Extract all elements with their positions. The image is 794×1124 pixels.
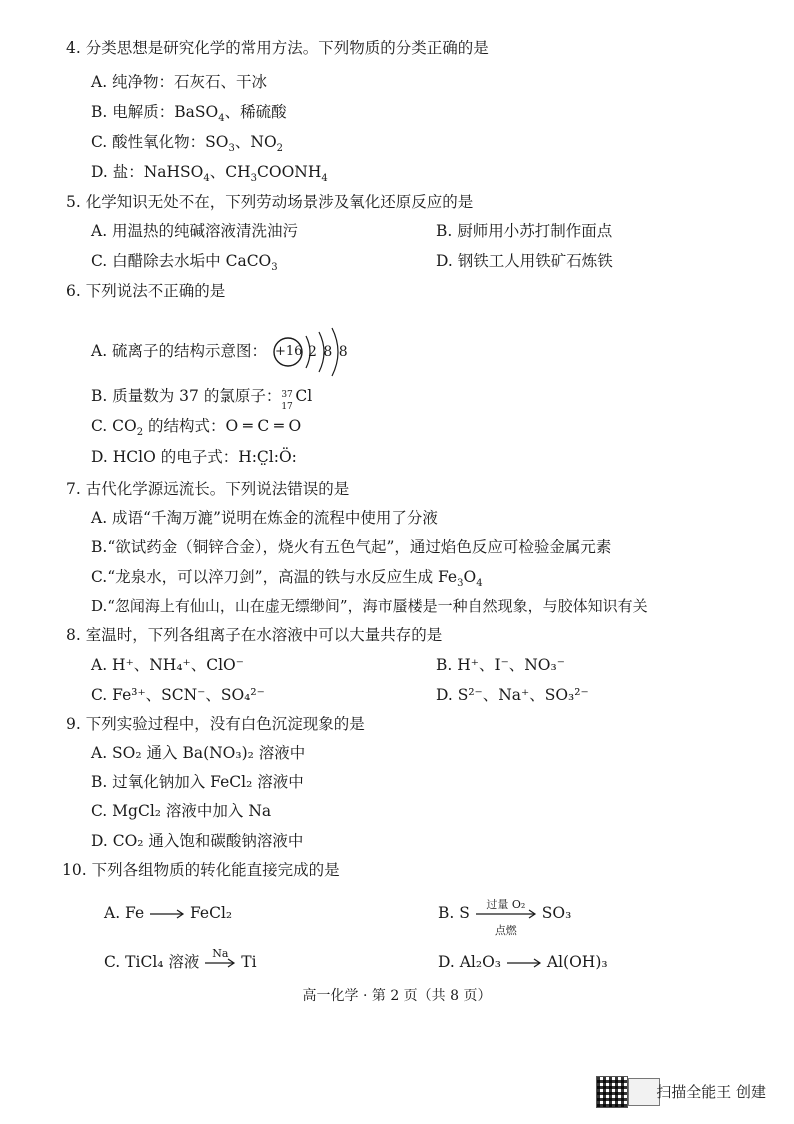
q9-option-a: A. SO₂ 通入 Ba(NO₃)₂ 溶液中 [91,744,306,762]
q10-stem: 10. 下列各组物质的转化能直接完成的是 [62,861,340,879]
q6-option-d: D. HClO 的电子式：H:C̤l:Ö: [91,448,297,466]
q10-option-a: A. Fe FeCl₂ [104,904,233,922]
q6-option-c: C. $CO_2$ 的结构式：O ═ C ═ O [91,417,302,438]
q5-option-d: D. 钢铁工人用铁矿石炼铁 [436,252,613,270]
q8-option-b: B. H⁺、I⁻、NO₃⁻ [436,656,565,674]
reaction-arrow [149,909,185,919]
q5-option-a: A. 用温热的纯碱溶液清洗油污 [91,222,299,240]
page-footer: 高一化学 · 第 2 页（共 8 页） [302,988,492,1004]
q8-option-d: D. S²⁻、Na⁺、SO₃²⁻ [436,686,589,704]
q7-option-a: A. 成语“千淘万漉”说明在炼金的流程中使用了分液 [91,509,438,527]
q10-option-d: D. Al₂O₃ Al(OH)₃ [438,953,608,971]
q10-option-b: B. S 过量 O₂ 点燃 SO₃ [438,898,572,937]
q5-option-c: C. 白醋除去水垢中 CaCO$_3$ [91,252,278,273]
q10-option-c: C. TiCl₄ 溶液 Na Ti [104,947,257,971]
q9-option-c: C. MgCl₂ 溶液中加入 Na [91,802,272,820]
q6-option-b: B. 质量数为 37 的氯原子： 37 17 Cl [91,387,313,412]
q4-option-b: B. 电解质：BaSO$_4$、稀硫酸 [91,103,287,124]
q5-stem: 5. 化学知识无处不在，下列劳动场景涉及氧化还原反应的是 [66,193,474,211]
q9-option-d: D. CO₂ 通入饱和碳酸钠溶液中 [91,832,304,850]
q4-option-d: D. 盐：NaHSO$_4$、$CH_3COONH_4$ [91,163,328,184]
reaction-arrow-with-conditions: 过量 O₂ 点燃 [475,909,537,919]
q9-stem: 9. 下列实验过程中，没有白色沉淀现象的是 [66,715,365,733]
q8-option-a: A. H⁺、NH₄⁺、ClO⁻ [91,656,244,674]
scanner-logo-icon [628,1078,660,1106]
q8-option-c: C. Fe³⁺、SCN⁻、SO₄²⁻ [91,686,265,704]
q6-option-a: A. 硫离子的结构示意图： +16 2 8 8 [91,332,362,372]
q4-stem: 4. 分类思想是研究化学的常用方法。下列物质的分类正确的是 [66,39,489,57]
scanner-watermark: 扫描全能王 创建 [656,1083,766,1101]
nucleus-charge: +16 [275,344,303,359]
q7-option-b: B.“欲试药金（铜锌合金），烧火有五色气起”，通过焰色反应可检验金属元素 [91,538,612,556]
q4-option-a: A. 纯净物：石灰石、干冰 [91,73,268,91]
q7-stem: 7. 古代化学源远流长。下列说法错误的是 [66,480,350,498]
reaction-arrow-with-reagent: Na [204,958,236,968]
qr-code-icon [596,1076,628,1108]
q7-option-c: C.“龙泉水，可以淬刀剑”，高温的铁与水反应生成 $Fe_3O_4$ [91,568,483,589]
q9-option-b: B. 过氧化钠加入 FeCl₂ 溶液中 [91,773,304,791]
sulfide-ion-structure-diagram [272,332,362,372]
reaction-arrow [506,958,542,968]
shell-electrons: 2 8 8 [308,344,349,360]
q6-stem: 6. 下列说法不正确的是 [66,282,226,300]
q8-stem: 8. 室温时，下列各组离子在水溶液中可以大量共存的是 [66,626,443,644]
q5-option-b: B. 厨师用小苏打制作面点 [436,222,613,240]
q7-option-d: D.“忽闻海上有仙山，山在虚无缥缈间”，海市蜃楼是一种自然现象，与胶体知识有关 [91,597,648,615]
q4-option-c: C. 酸性氧化物：$SO_3$、$NO_2$ [91,133,284,154]
